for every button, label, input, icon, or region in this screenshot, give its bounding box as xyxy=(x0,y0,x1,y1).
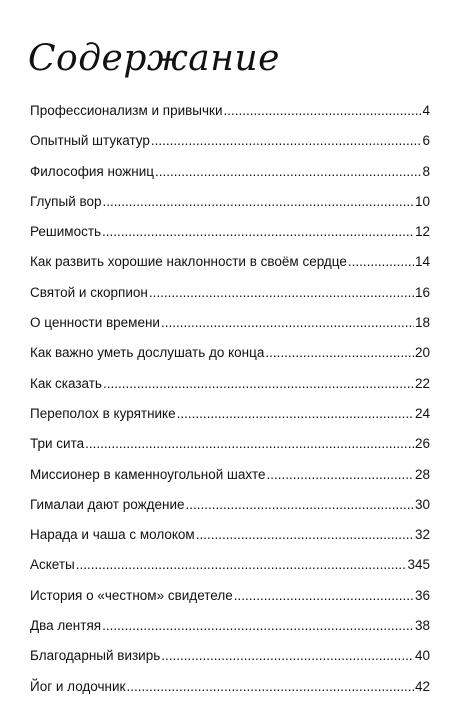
toc-entry-page-number: 345 xyxy=(407,557,430,573)
dot-leader xyxy=(126,679,414,694)
toc-entry-title: Философия ножниц xyxy=(30,163,155,179)
toc-entry-page-number: 38 xyxy=(414,618,430,634)
toc-entry-title: Как сказать xyxy=(30,375,102,391)
toc-entry xyxy=(30,164,430,194)
toc-entry-title: Аскеты xyxy=(30,557,75,573)
toc-entry-page-number: 22 xyxy=(414,375,430,391)
toc-entry xyxy=(30,315,430,345)
toc-entry xyxy=(30,285,430,315)
toc-entry xyxy=(30,406,430,436)
toc-entry-page-number: 4 xyxy=(422,103,430,118)
toc-entry-title: Решимость xyxy=(30,224,102,240)
dot-leader xyxy=(196,527,414,542)
toc-entry xyxy=(30,436,430,466)
toc-entry-title: Как важно уметь дослушать до конца xyxy=(30,345,265,361)
toc-entry-page-number: 36 xyxy=(414,587,430,603)
toc-entry xyxy=(30,588,430,618)
toc-entry xyxy=(30,194,430,224)
toc-entry-title: Опытный штукатур xyxy=(30,133,150,149)
toc-entry xyxy=(30,648,430,678)
dot-leader xyxy=(102,618,414,633)
toc-entry xyxy=(30,527,430,557)
dot-leader xyxy=(155,164,421,179)
dot-leader xyxy=(103,376,414,391)
dot-leader xyxy=(186,497,414,512)
dot-leader xyxy=(102,224,414,239)
toc-entry-page-number: 32 xyxy=(414,527,430,543)
dot-leader xyxy=(348,254,414,269)
toc-entry-title: О ценности времени xyxy=(30,315,160,331)
toc-entry-page-number: 20 xyxy=(414,345,430,361)
toc-entry-page-number: 14 xyxy=(414,254,430,270)
toc-entry-page-number: 10 xyxy=(414,193,430,209)
toc-entry-page-number: 12 xyxy=(414,224,430,240)
toc-entry-title: Как развить хорошие наклонности в своём сердце xyxy=(30,254,347,270)
toc-entry-title: Йог и лодочник xyxy=(30,678,126,694)
dot-leader xyxy=(85,436,414,451)
dot-leader xyxy=(266,467,413,482)
toc-entry-page-number: 24 xyxy=(414,405,430,421)
toc-entry-title: Нарада и чаша с молоком xyxy=(30,527,195,543)
toc-entry-page-number: 42 xyxy=(414,678,430,694)
toc-entry-title: Гималаи дают рождение xyxy=(30,496,185,512)
dot-leader xyxy=(161,315,414,330)
toc-entry xyxy=(30,618,430,648)
toc-entry xyxy=(30,254,430,284)
toc-entry-title: Благодарный визирь xyxy=(30,648,161,664)
dot-leader xyxy=(265,345,414,360)
page-title: Содержание xyxy=(28,38,280,80)
toc-entry xyxy=(30,497,430,527)
toc-entry xyxy=(30,557,430,587)
toc-entry-title: История о «честном» свидетеле xyxy=(30,587,233,603)
dot-leader xyxy=(76,557,407,572)
toc-entry-title: Глупый вор xyxy=(30,193,102,209)
toc-entry-page-number: 6 xyxy=(422,133,430,149)
toc-entry-page-number: 28 xyxy=(414,466,430,482)
toc-entry xyxy=(30,103,430,133)
toc-entry-page-number: 40 xyxy=(414,648,430,664)
toc-entry-title: Святой и скорпион xyxy=(30,284,148,300)
toc-entry-title: Переполох в курятнике xyxy=(30,405,176,421)
toc-entry-page-number: 26 xyxy=(414,436,430,452)
toc-entry xyxy=(30,133,430,163)
dot-leader xyxy=(177,406,414,421)
toc-entry-title: Профессионализм и привычки xyxy=(30,103,223,118)
toc-entry xyxy=(30,345,430,375)
dot-leader xyxy=(103,194,414,209)
toc-entry-page-number: 18 xyxy=(414,315,430,331)
toc-entry xyxy=(30,679,430,709)
dot-leader xyxy=(234,588,414,603)
toc-entry xyxy=(30,467,430,497)
dot-leader xyxy=(149,285,414,300)
toc-entry xyxy=(30,224,430,254)
toc-entry-page-number: 16 xyxy=(414,284,430,300)
dot-leader xyxy=(161,648,414,663)
toc-entry-page-number: 8 xyxy=(422,163,430,179)
toc-entry-title: Два лентяя xyxy=(30,618,102,634)
toc-entry xyxy=(30,376,430,406)
toc-entry-page-number: 30 xyxy=(414,496,430,512)
toc-entry-title: Три сита xyxy=(30,436,85,452)
dot-leader xyxy=(224,103,422,118)
dot-leader xyxy=(151,133,422,148)
table-of-contents xyxy=(30,103,430,709)
toc-entry-title: Миссионер в каменноугольной шахте xyxy=(30,466,266,482)
